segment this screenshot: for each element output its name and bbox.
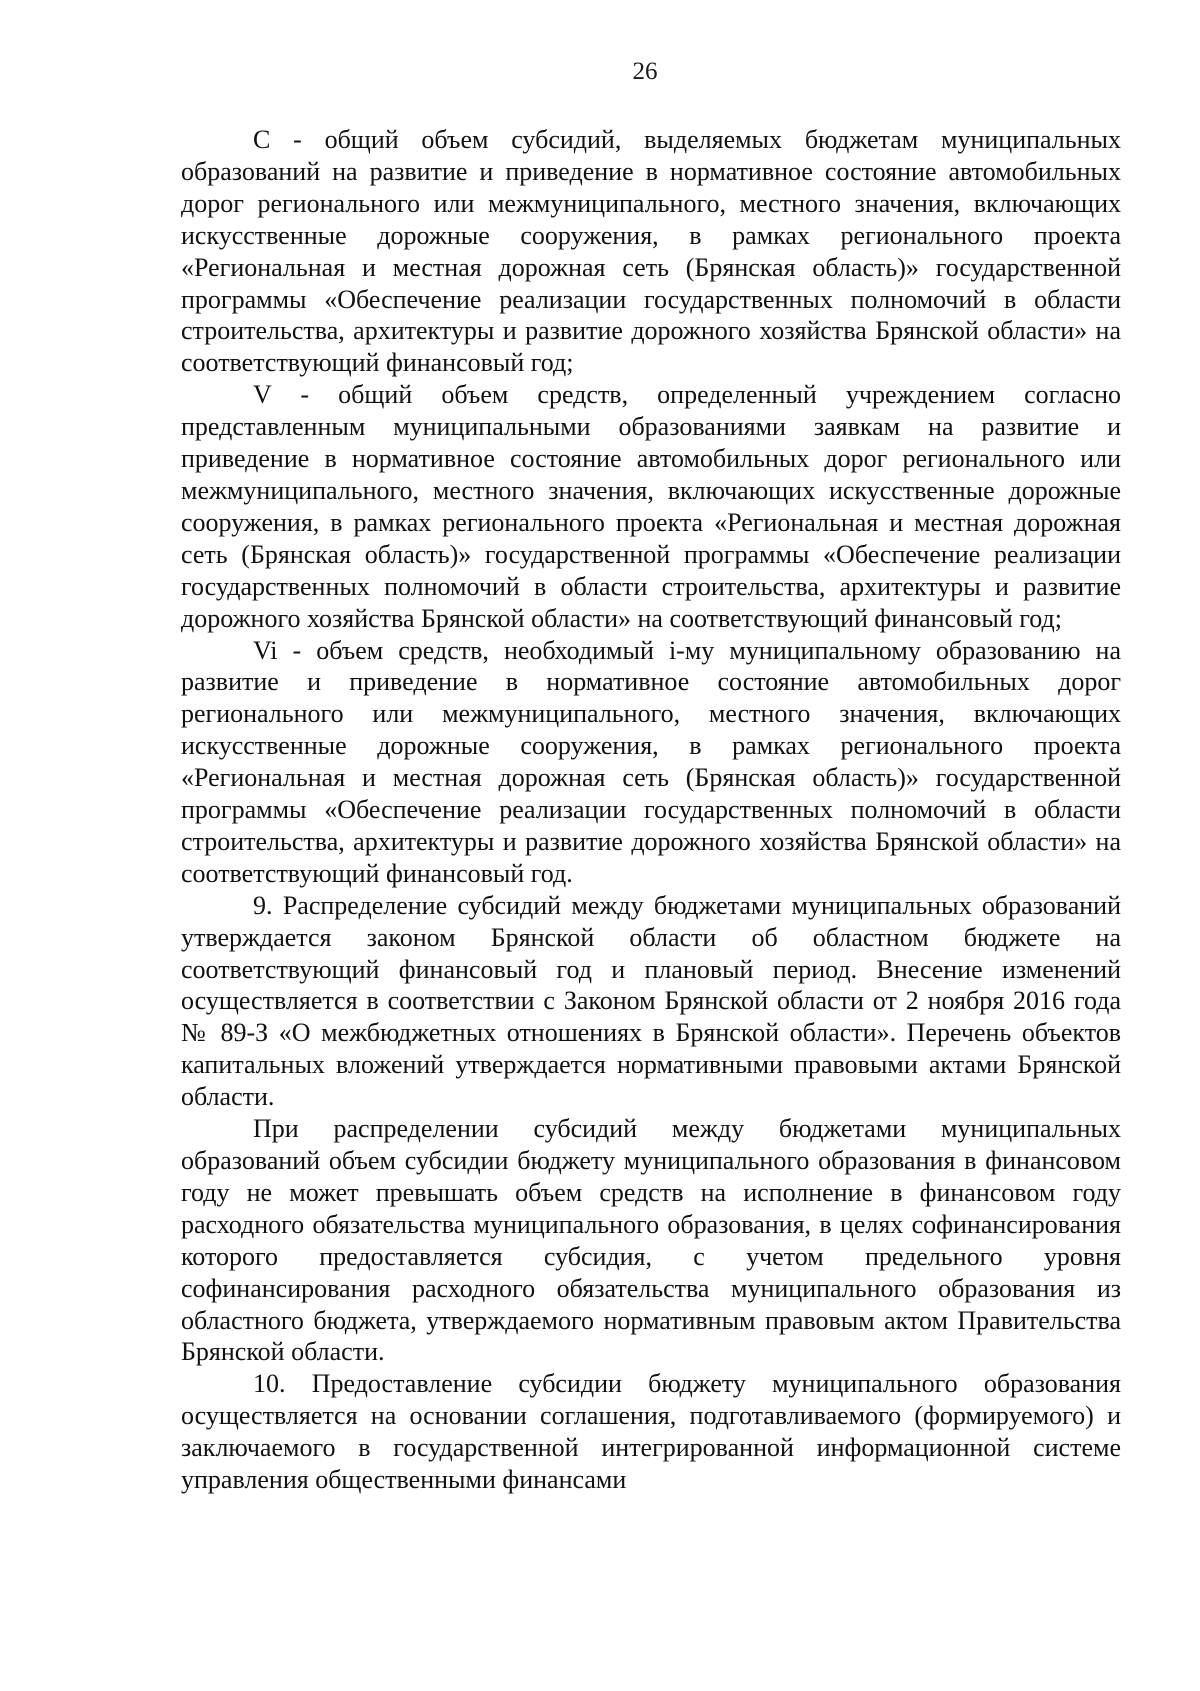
paragraph-c-definition: С - общий объем субсидий, выделяемых бюджетам муниципальных образований на развитие и приведение в нормативное состояние автомобильных дорог регионального или межмуниципального, местного значения, включающих искусственные дорожные сооружения, в рамках регионального проекта «Региональная и местная дорожная сеть (Брянская область)» государственной программы «Обеспечение реализации государственных полномочий в области строительства, архитектуры и развитие дорожного хозяйства Брянской области» на соответствующий финансовый год; [181, 125, 1121, 378]
paragraph-vi-definition: Vi - объем средств, необходимый i-му муниципальному образованию на развитие и приведение в нормативное состояние автомобильных дорог регионального или межмуниципального, местного значения, включающих искусственные дорожные сооружения, в рамках регионального проекта «Региональная и местная дорожная сеть (Брянская область)» государственной программы «Обеспечение реализации государственных полномочий в области строительства, архитектуры и развитие дорожного хозяйства Брянской области» на соответствующий финансовый год. [181, 635, 1121, 888]
document-body [181, 124, 1121, 1496]
paragraph-clause-10: 10. Предоставление субсидии бюджету муниципального образования осуществляется на основании соглашения, подготавливаемого (формируемого) и заключаемого в государственной интегрированной информационной системе управления общественными финансами [181, 1369, 1121, 1495]
paragraph-clause-9: 9. Распределение субсидий между бюджетами муниципальных образований утверждается законом Брянской области об областном бюджете на соответствующий финансовый год и плановый период. Внесение изменений осуществляется в соответствии с Законом Брянской области от 2 ноября 2016 года № 89-З «О межбюджетных отношениях в Брянской области». Перечень объектов капитальных вложений утверждается нормативными правовыми актами Брянской области. [181, 890, 1121, 1112]
paragraph-distribution-limit: При распределении субсидий между бюджетами муниципальных образований объем субсидии бюджету муниципального образования в финансовом году не может превышать объем средств на исполнение в финансовом году расходного обязательства муниципального образования, в целях софинансирования которого предоставляется субсидия, с учетом предельного уровня софинансирования расходного обязательства муниципального образования из областного бюджета, утверждаемого нормативным правовым актом Правительства Брянской области. [181, 1114, 1121, 1367]
paragraph-v-definition: V - общий объем средств, определенный учреждением согласно представленным муниципальными образованиями заявкам на развитие и приведение в нормативное состояние автомобильных дорог регионального или межмуниципального, местного значения, включающих искусственные дорожные сооружения, в рамках регионального проекта «Региональная и местная дорожная сеть (Брянская область)» государственной программы «Обеспечение реализации государственных полномочий в области строительства, архитектуры и развитие дорожного хозяйства Брянской области» на соответствующий финансовый год; [181, 380, 1121, 633]
page-number: 26 [632, 58, 658, 85]
